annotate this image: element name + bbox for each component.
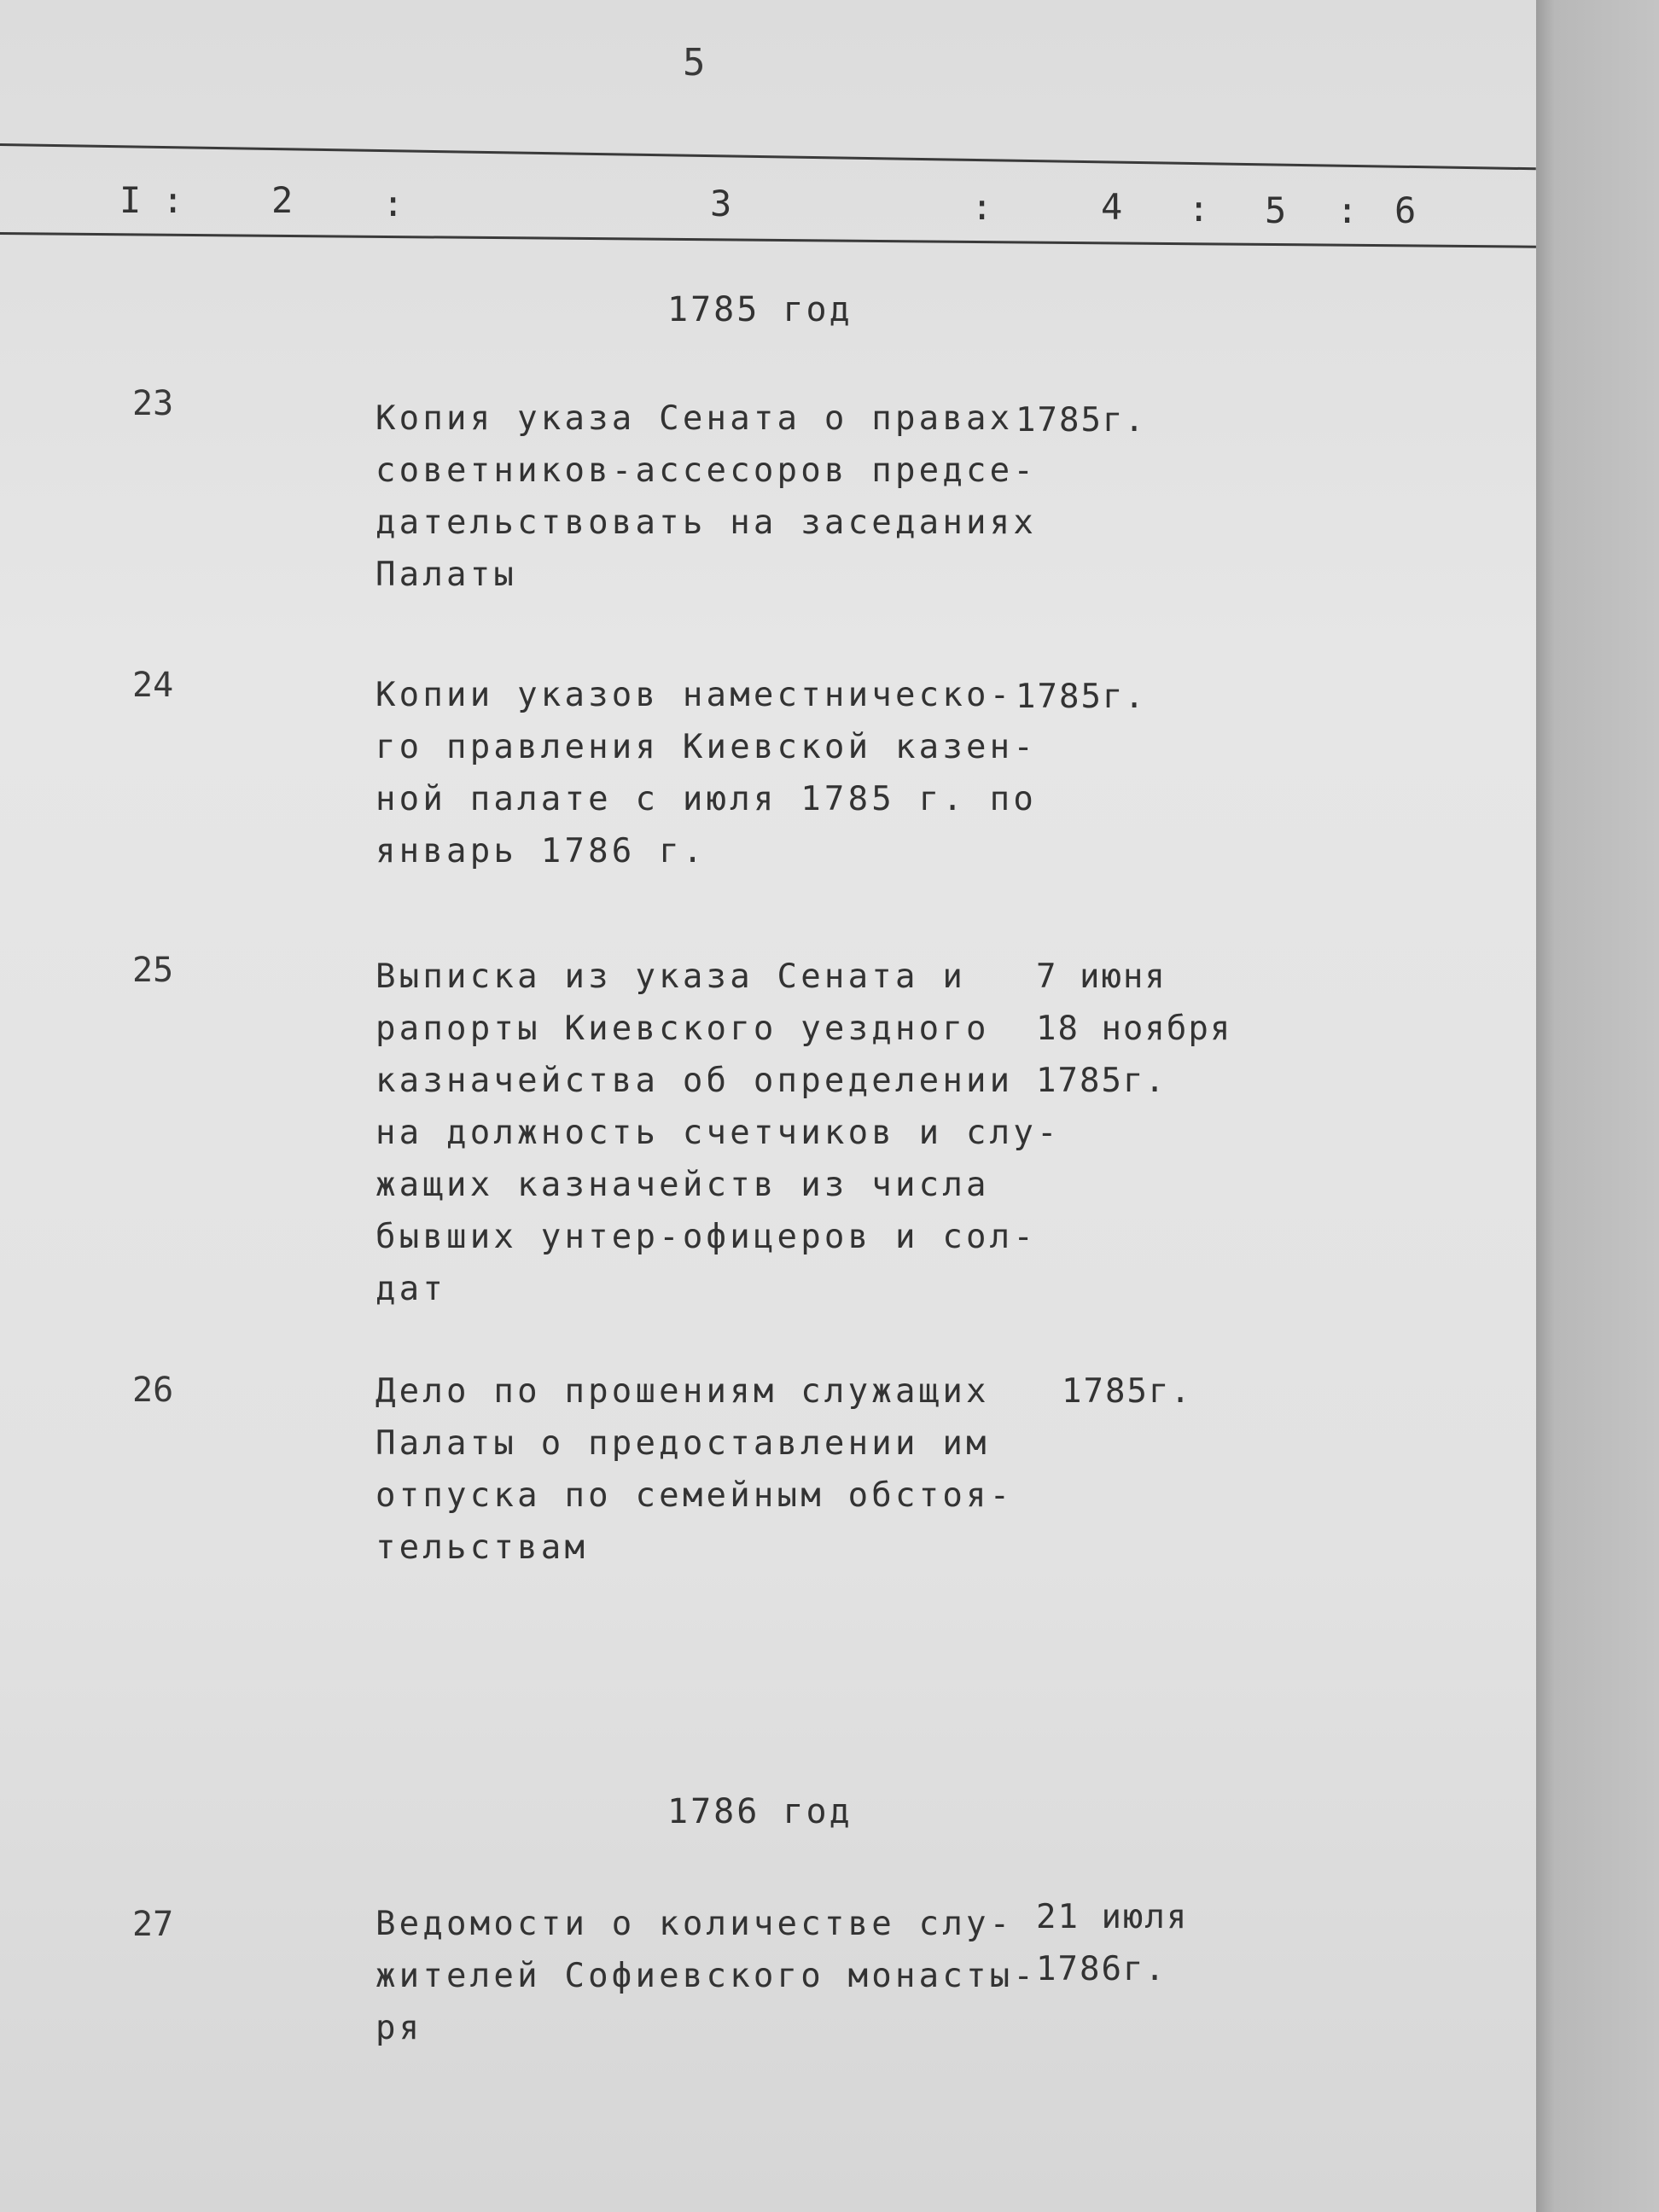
entry-description: Ведомости о количестве слу- жителей Софиевского монасты- ря xyxy=(375,1905,1038,2047)
entry-number: 24 xyxy=(132,666,174,705)
column-separator: : xyxy=(382,183,405,224)
entry-number: 25 xyxy=(132,951,174,990)
year-heading: 1786 год xyxy=(667,1792,853,1831)
table-header-top-rule xyxy=(0,143,1536,170)
entry-number: 23 xyxy=(132,384,174,423)
column-separator: : xyxy=(1188,188,1210,230)
entry-date: 21 июля 1786г. xyxy=(1036,1898,1189,1988)
entry-number: 27 xyxy=(132,1905,174,1944)
entry-date: 7 июня 18 ноября 1785г. xyxy=(1036,958,1232,1100)
entry-description: Выписка из указа Сената и рапорты Киевского уездного казначейства об определении на должность счетчиков и слу- жащих казначейств из числа бывших унтер-офицеров и сол- дат xyxy=(375,958,1061,1308)
entry-number: 26 xyxy=(132,1371,174,1410)
entry-description: Копия указа Сената о правах советников-ассесоров предсе- дательствовать на заседаниях Палаты xyxy=(375,399,1038,594)
year-heading: 1785 год xyxy=(667,290,853,329)
column-header-6: 6 xyxy=(1394,189,1417,231)
entry-description: Копии указов наместническо- го правления Киевской казен- ной палате с июля 1785 г. по январь 1786 г. xyxy=(375,676,1038,870)
page-number: 5 xyxy=(683,41,706,84)
paper-shadow-edge xyxy=(1536,0,1659,2212)
entry-date: 1785г. xyxy=(1062,1372,1192,1411)
entry-date: 1785г. xyxy=(1016,401,1146,439)
column-header-5: 5 xyxy=(1265,189,1287,231)
entry-description: Дело по прошениям служащих Палаты о предоставлении им отпуска по семейным обстоя- тельствам xyxy=(375,1372,1014,1567)
column-separator: : xyxy=(162,179,184,221)
column-header-1: I xyxy=(119,179,142,221)
table-header-bottom-rule xyxy=(0,232,1536,248)
entry-date: 1785г. xyxy=(1016,678,1146,716)
column-header-4: 4 xyxy=(1101,186,1123,228)
column-separator: : xyxy=(971,186,993,228)
column-header-2: 2 xyxy=(271,179,294,221)
column-header-3: 3 xyxy=(710,183,732,224)
column-separator: : xyxy=(1336,189,1359,231)
